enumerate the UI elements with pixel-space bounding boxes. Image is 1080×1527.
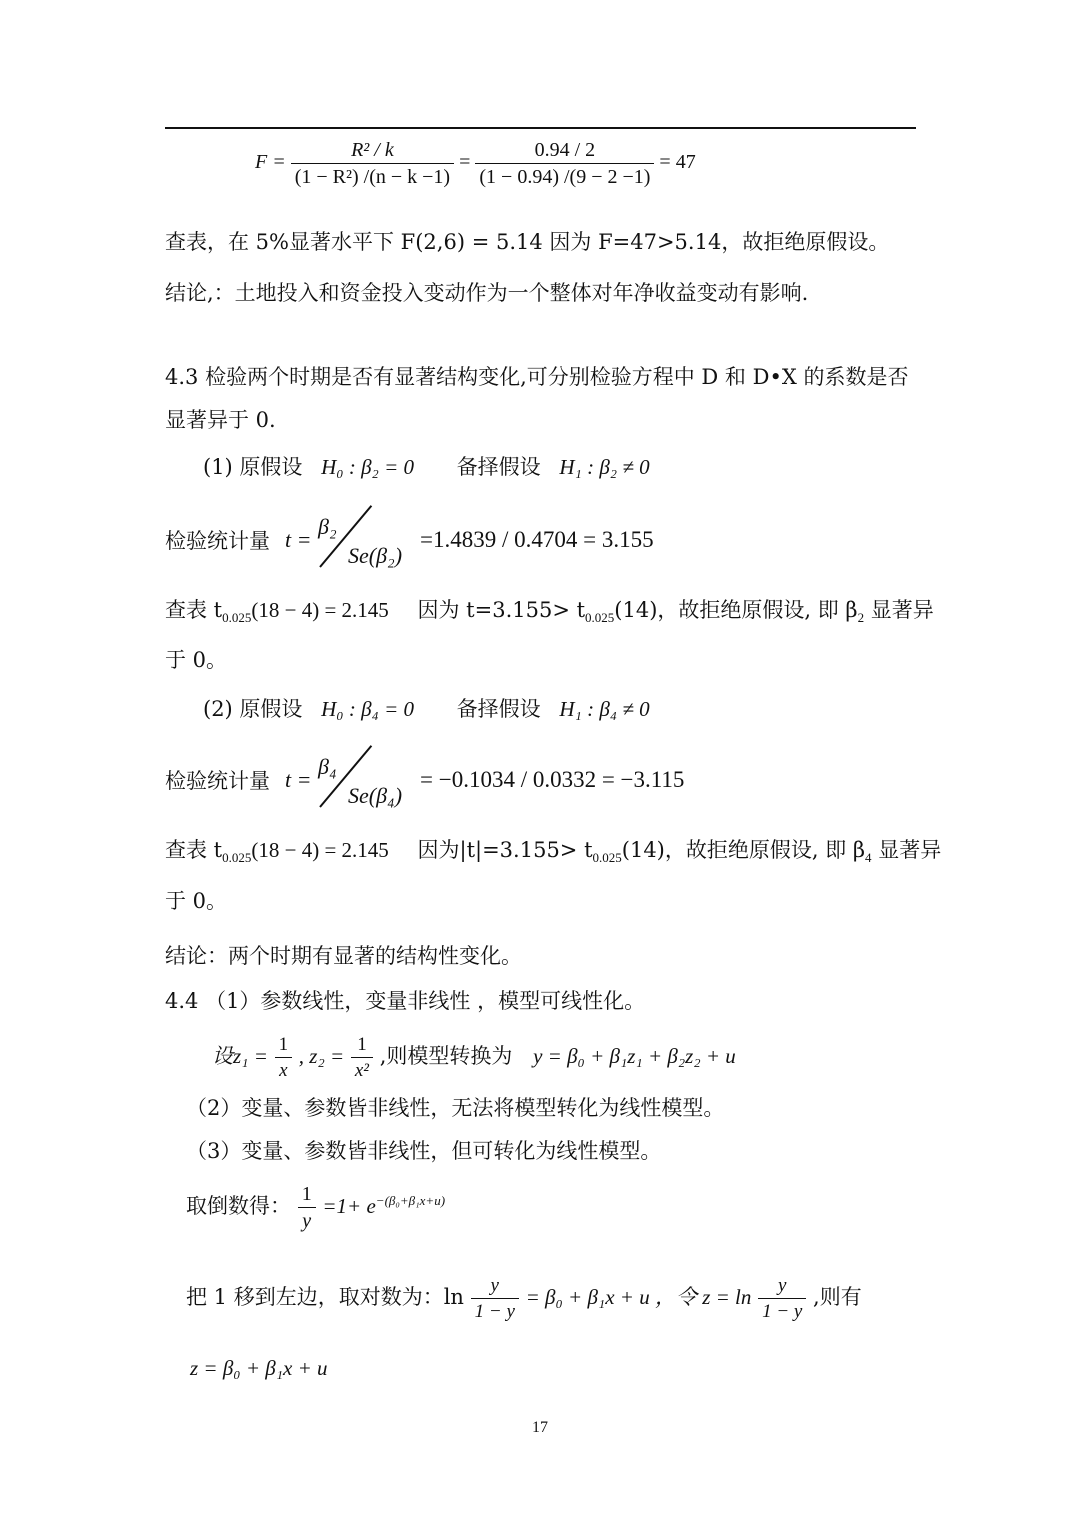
hyp1-h0: H₀ : β₂ = 0 bbox=[321, 455, 414, 479]
sub44-3: （3）变量、参数皆非线性，但可转化为线性模型。 bbox=[186, 1139, 662, 1163]
hyp2-h0: H₀ : β₄ = 0 bbox=[321, 697, 414, 721]
hypothesis-1 bbox=[203, 457, 650, 478]
t2-a: 查表 t bbox=[165, 838, 223, 862]
f-den-1: (1 − R²) /(n − k −1) bbox=[294, 166, 451, 188]
t1-d: (14)，故拒绝原假设, 即 β bbox=[614, 598, 858, 622]
t1-e: 显著异 bbox=[870, 598, 934, 622]
t2-sub3: 4 bbox=[865, 850, 872, 866]
t1-c: 因为 t=3.155> t bbox=[417, 598, 586, 622]
final-equation: z = β₀ + β₁x + u bbox=[190, 1356, 328, 1380]
t1-sub2: 0.025 bbox=[585, 610, 615, 626]
sub-b: , z₂ = bbox=[298, 1044, 345, 1068]
f-statistic-formula bbox=[255, 140, 696, 187]
statistic-1-num: β₂ bbox=[318, 514, 337, 539]
section-43-line-1: 4.3 检验两个时期是否有显著结构变化,可分别检验方程中 D 和 D•X 的系数是否 bbox=[165, 365, 909, 389]
log-label: 把 1 移到左边，取对数为：ln bbox=[186, 1285, 464, 1309]
hyp1-alt-label: 备择假设 bbox=[456, 455, 541, 479]
log-line bbox=[186, 1276, 862, 1321]
log-fn2: y bbox=[758, 1276, 806, 1299]
header-rule bbox=[165, 127, 916, 129]
log-tail: ,则有 bbox=[813, 1285, 862, 1309]
f-num-1: R² / k bbox=[291, 140, 454, 164]
sub-c: ,则模型转换为 bbox=[379, 1044, 513, 1068]
reciprocal-line bbox=[186, 1184, 445, 1231]
statistic-1-den: Se(β₂) bbox=[348, 543, 403, 568]
log-frac-1 bbox=[471, 1276, 519, 1321]
t1-sub1: 0.025 bbox=[222, 610, 252, 626]
recip-exp: −(β₀+β₁x+u) bbox=[375, 1193, 446, 1208]
statistic-1-label: 检验统计量 bbox=[165, 529, 270, 553]
f-lhs: F = bbox=[255, 151, 286, 174]
t2-d: (14)，故拒绝原假设, 即 β bbox=[621, 838, 866, 862]
sub-f1d: x bbox=[279, 1060, 288, 1081]
statistic-2-den: Se(β₄) bbox=[348, 783, 403, 808]
sub-frac-1 bbox=[275, 1035, 293, 1080]
sub-f1n: 1 bbox=[275, 1035, 293, 1058]
section-43-line-2: 显著异于 0. bbox=[165, 408, 276, 432]
f-num-2: 0.94 / 2 bbox=[475, 140, 654, 164]
sub-f2d: x² bbox=[354, 1060, 370, 1081]
log-fn: y bbox=[471, 1276, 519, 1299]
sub-frac-2 bbox=[351, 1035, 373, 1080]
conclusion-2: 结论：两个时期有显著的结构性变化。 bbox=[165, 944, 522, 968]
statistic-2-result: = −0.1034 / 0.0332 = −3.115 bbox=[420, 767, 685, 792]
statistic-2-num: β₄ bbox=[318, 754, 337, 779]
f-eq: = bbox=[459, 151, 471, 174]
t1-a: 查表 t bbox=[165, 598, 223, 622]
hyp2-alt-label: 备择假设 bbox=[456, 697, 541, 721]
t2-sub2: 0.025 bbox=[592, 850, 622, 866]
statistic-2-t: t = bbox=[285, 767, 312, 792]
conclusion-1: 结论,：土地投入和资金投入变动作为一个整体对年净收益变动有影响. bbox=[165, 281, 809, 305]
t-table-2-line-1 bbox=[165, 840, 941, 864]
f-result: = 47 bbox=[659, 151, 696, 174]
recip-label: 取倒数得： bbox=[186, 1194, 291, 1218]
hyp2-h1: H₁ : β₄ ≠ 0 bbox=[559, 697, 650, 721]
t1-b: (18 − 4) = 2.145 bbox=[251, 598, 389, 622]
log-fd: 1 − y bbox=[474, 1301, 515, 1322]
sub44-2: （2）变量、参数皆非线性，无法将模型转化为线性模型。 bbox=[186, 1096, 725, 1120]
log-fd2: 1 − y bbox=[762, 1301, 803, 1322]
sub-f2n: 1 bbox=[351, 1035, 373, 1058]
t-table-1-line-2: 于 0。 bbox=[165, 648, 228, 672]
recip-fn: 1 bbox=[298, 1184, 316, 1208]
sub-model: y = β₀ + β₁z₁ + β₂z₂ + u bbox=[533, 1044, 736, 1068]
t2-sub1: 0.025 bbox=[222, 850, 252, 866]
recip-fd: y bbox=[302, 1210, 312, 1232]
sub-a: 设z₁ = bbox=[212, 1044, 268, 1068]
page-number: 17 bbox=[532, 1419, 548, 1436]
log-rhs: = β₀ + β₁x + u ，令 z = ln bbox=[525, 1285, 752, 1309]
log-frac-2 bbox=[758, 1276, 806, 1321]
f-fraction-2 bbox=[475, 140, 654, 187]
t1-sub3: 2 bbox=[857, 610, 865, 626]
t2-c: 因为|t|=3.155> t bbox=[417, 838, 593, 862]
recip-rhs: =1+ e bbox=[322, 1194, 376, 1218]
t-table-1-line-1 bbox=[165, 600, 934, 624]
statistic-2-label: 检验统计量 bbox=[165, 769, 270, 793]
f-table-line: 查表，在 5%显著水平下 F(2,6) = 5.14 因为 F=47>5.14，故拒绝原假设。 bbox=[165, 230, 890, 254]
t2-b: (18 − 4) = 2.145 bbox=[251, 838, 389, 862]
hyp1-h1: H₁ : β₂ ≠ 0 bbox=[559, 455, 650, 479]
recip-frac bbox=[298, 1184, 316, 1231]
hyp2-label: (2) 原假设 bbox=[203, 697, 303, 721]
hypothesis-2 bbox=[203, 699, 650, 720]
statistic-1-result: =1.4839 / 0.4704 = 3.155 bbox=[420, 527, 654, 552]
f-fraction-1 bbox=[291, 140, 454, 187]
statistic-1-t: t = bbox=[285, 527, 312, 552]
f-den-2: (1 − 0.94) /(9 − 2 −1) bbox=[479, 166, 651, 188]
section-44: 4.4 （1）参数线性，变量非线性 ，模型可线性化。 bbox=[165, 989, 646, 1013]
t-table-2-line-2: 于 0。 bbox=[165, 889, 228, 913]
t2-e: 显著异 bbox=[878, 838, 942, 862]
substitution-line bbox=[212, 1035, 736, 1080]
hyp1-label: (1) 原假设 bbox=[203, 455, 303, 479]
